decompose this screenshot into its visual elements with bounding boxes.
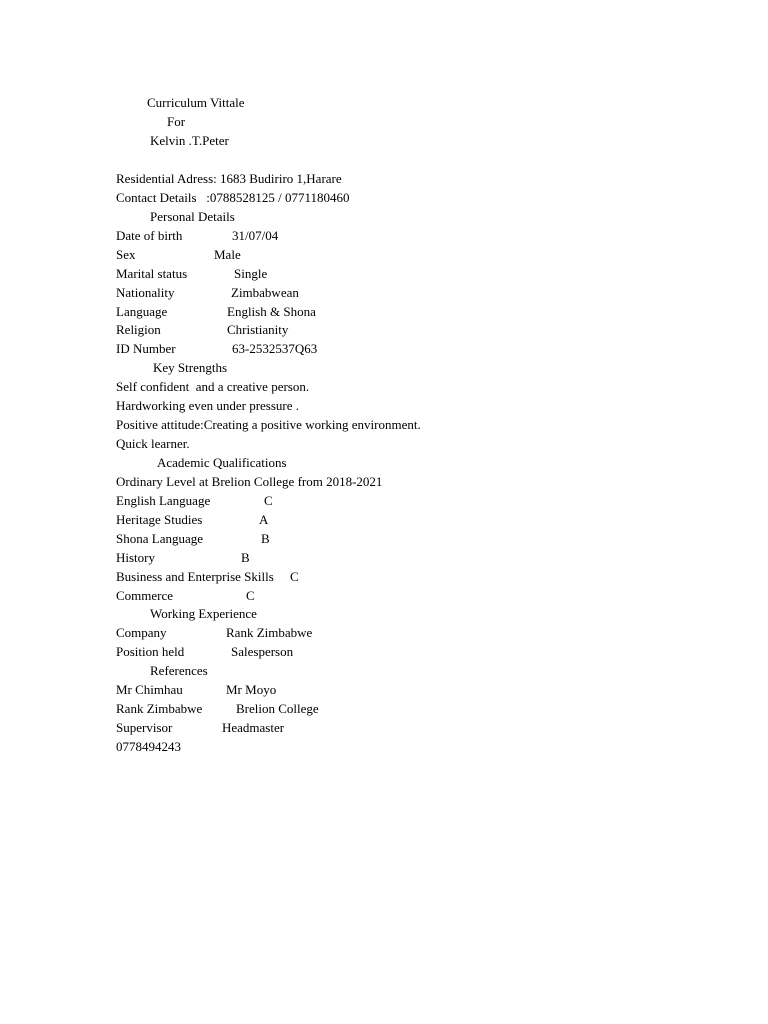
- personal-details-heading: Personal Details: [150, 209, 235, 224]
- strength-item: Self confident and a creative person.: [116, 379, 310, 394]
- personal-label-dob: Date of birth: [116, 228, 183, 243]
- work-value-company: Rank Zimbabwe: [226, 625, 313, 640]
- reference-left: Rank Zimbabwe: [116, 701, 203, 716]
- references-heading: References: [150, 663, 208, 678]
- subject-grade: B: [261, 531, 270, 546]
- personal-value-nationality: Zimbabwean: [231, 285, 299, 300]
- residential-address: Residential Adress: 1683 Budiriro 1,Harare: [116, 171, 342, 186]
- personal-label-religion: Religion: [116, 322, 161, 337]
- title-for: For: [167, 114, 186, 129]
- personal-value-dob: 31/07/04: [232, 228, 279, 243]
- reference-right: Brelion College: [236, 701, 319, 716]
- key-strengths-heading: Key Strengths: [153, 360, 228, 375]
- reference-right: Mr Moyo: [226, 682, 277, 697]
- subject-name: Heritage Studies: [116, 512, 203, 527]
- subject-grade: C: [246, 588, 255, 603]
- subject-grade: A: [259, 512, 269, 527]
- personal-value-id: 63-2532537Q63: [232, 341, 318, 356]
- work-heading: Working Experience: [150, 606, 257, 621]
- subject-name: English Language: [116, 493, 211, 508]
- reference-left: Mr Chimhau: [116, 682, 183, 697]
- subject-grade: C: [264, 493, 273, 508]
- subject-grade: C: [290, 569, 299, 584]
- personal-value-marital: Single: [234, 266, 268, 281]
- subject-grade: B: [241, 550, 250, 565]
- document-title: Curriculum Vittale: [147, 95, 245, 110]
- personal-label-sex: Sex: [116, 247, 136, 262]
- subject-name: Shona Language: [116, 531, 204, 546]
- personal-label-nationality: Nationality: [116, 285, 175, 300]
- subject-name: Business and Enterprise Skills: [116, 569, 274, 584]
- academic-intro: Ordinary Level at Brelion College from 2018-2021: [116, 474, 383, 489]
- work-value-position: Salesperson: [231, 644, 294, 659]
- personal-value-sex: Male: [214, 247, 241, 262]
- reference-left: Supervisor: [116, 720, 173, 735]
- personal-label-marital: Marital status: [116, 266, 188, 281]
- strength-item: Positive attitude:Creating a positive working environment.: [116, 417, 421, 432]
- reference-phone: 0778494243: [116, 739, 181, 754]
- personal-value-religion: Christianity: [227, 322, 289, 337]
- candidate-name: Kelvin .T.Peter: [150, 133, 229, 148]
- strength-item: Quick learner.: [116, 436, 190, 451]
- personal-label-id: ID Number: [116, 341, 176, 356]
- contact-details: Contact Details :0788528125 / 0771180460: [116, 190, 350, 205]
- reference-right: Headmaster: [222, 720, 285, 735]
- subject-name: History: [116, 550, 155, 565]
- personal-label-language: Language: [116, 304, 168, 319]
- work-label-company: Company: [116, 625, 167, 640]
- academic-heading: Academic Qualifications: [157, 455, 287, 470]
- subject-name: Commerce: [116, 588, 174, 603]
- personal-value-language: English & Shona: [227, 304, 316, 319]
- work-label-position: Position held: [116, 644, 185, 659]
- strength-item: Hardworking even under pressure .: [116, 398, 300, 413]
